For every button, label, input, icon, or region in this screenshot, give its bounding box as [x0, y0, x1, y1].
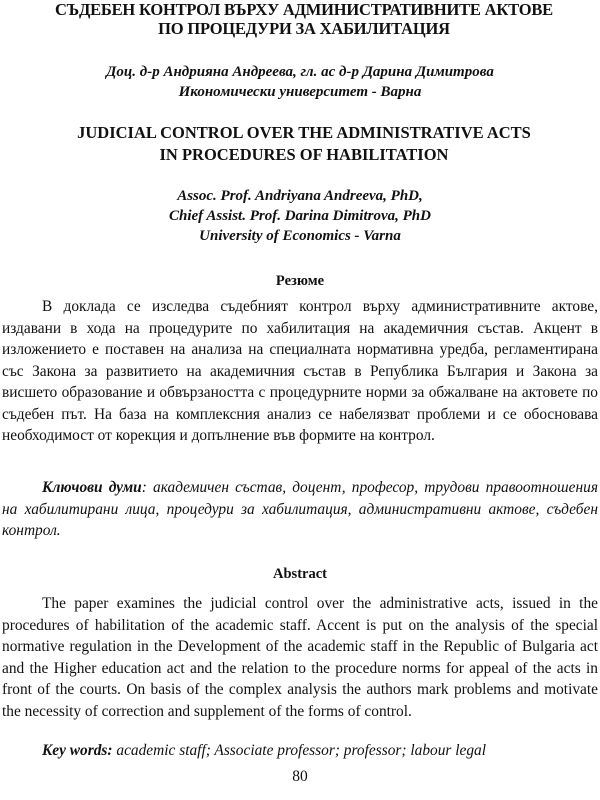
abstract-keywords-text: academic staff; Associate professor; professor; labour legal [112, 742, 487, 759]
authors-bulgarian-names: Доц. д-р Андрияна Андреева, гл. ас д-р Дарина Димитрова [106, 64, 494, 80]
abstract-keywords-label: Key words: [42, 742, 113, 759]
title-english [24, 122, 584, 166]
resume-keywords [2, 477, 598, 542]
title-english-line1: JUDICIAL CONTROL OVER THE ADMINISTRATIVE ACTS [77, 123, 531, 142]
abstract-keywords [2, 740, 598, 762]
author1-english: Assoc. Prof. Andriyana Andreeva, PhD, [177, 188, 423, 204]
affiliation-bulgarian: Икономически университет - Варна [178, 84, 422, 100]
abstract-heading: Abstract [273, 566, 327, 582]
page-number: 80 [292, 768, 308, 785]
title-bulgarian-line2: ПО ПРОЦЕДУРИ ЗА ХАБИЛИТАЦИЯ [158, 19, 450, 38]
resume-paragraph: В доклада се изследва съдебният контрол върху административните актове, издавани в хода на процедурите по хабилитация на академичния състав. Акцент в изложението е поставен на анализа на специалната нормативна уредба, регламентирана със Закона за развитието на академичния състав в Република България и Закона за висшето образование и обвързаността с процедурните норми за обжалване на актовете по съдебен път. На база на комплексния анализ се набелязват проблеми и се обосновава необходимост от корекция и допълнение във формите на контрол. [2, 298, 598, 444]
title-bulgarian-line1: СЪДЕБЕН КОНТРОЛ ВЪРХУ АДМИНИСТРАТИВНИТЕ АКТОВЕ [55, 0, 553, 19]
abstract-paragraph: The paper examines the judicial control over the administrative acts, issued in the procedures of habilitation of the academic staff. Accent is put on the analysis of the special normative regulation in the Development of the academic staff in the Republic of Bulgaria act and the Higher education act and the relation to the procedure norms for appeal of the acts in front of the courts. On basis of the complex analysis the authors mark problems and motivate the necessity of correction and supplement of the forms of control. [2, 595, 598, 720]
authors-bulgarian [20, 62, 580, 102]
authors-english [20, 186, 580, 246]
resume-keywords-text: : академичен състав, доцент, професор, трудови правоотношения на хабилитирани лица, процедури за хабилитация, административни актове, съдебен контрол. [2, 479, 598, 539]
affiliation-english: University of Economics - Varna [199, 228, 401, 244]
resume-heading: Резюме [275, 273, 325, 289]
author2-english: Chief Assist. Prof. Darina Dimitrova, PhD [169, 208, 431, 224]
title-english-line2: IN PROCEDURES OF HABILITATION [159, 145, 449, 164]
resume-keywords-label: Ключови думи [42, 479, 142, 496]
title-bulgarian [24, 0, 584, 38]
